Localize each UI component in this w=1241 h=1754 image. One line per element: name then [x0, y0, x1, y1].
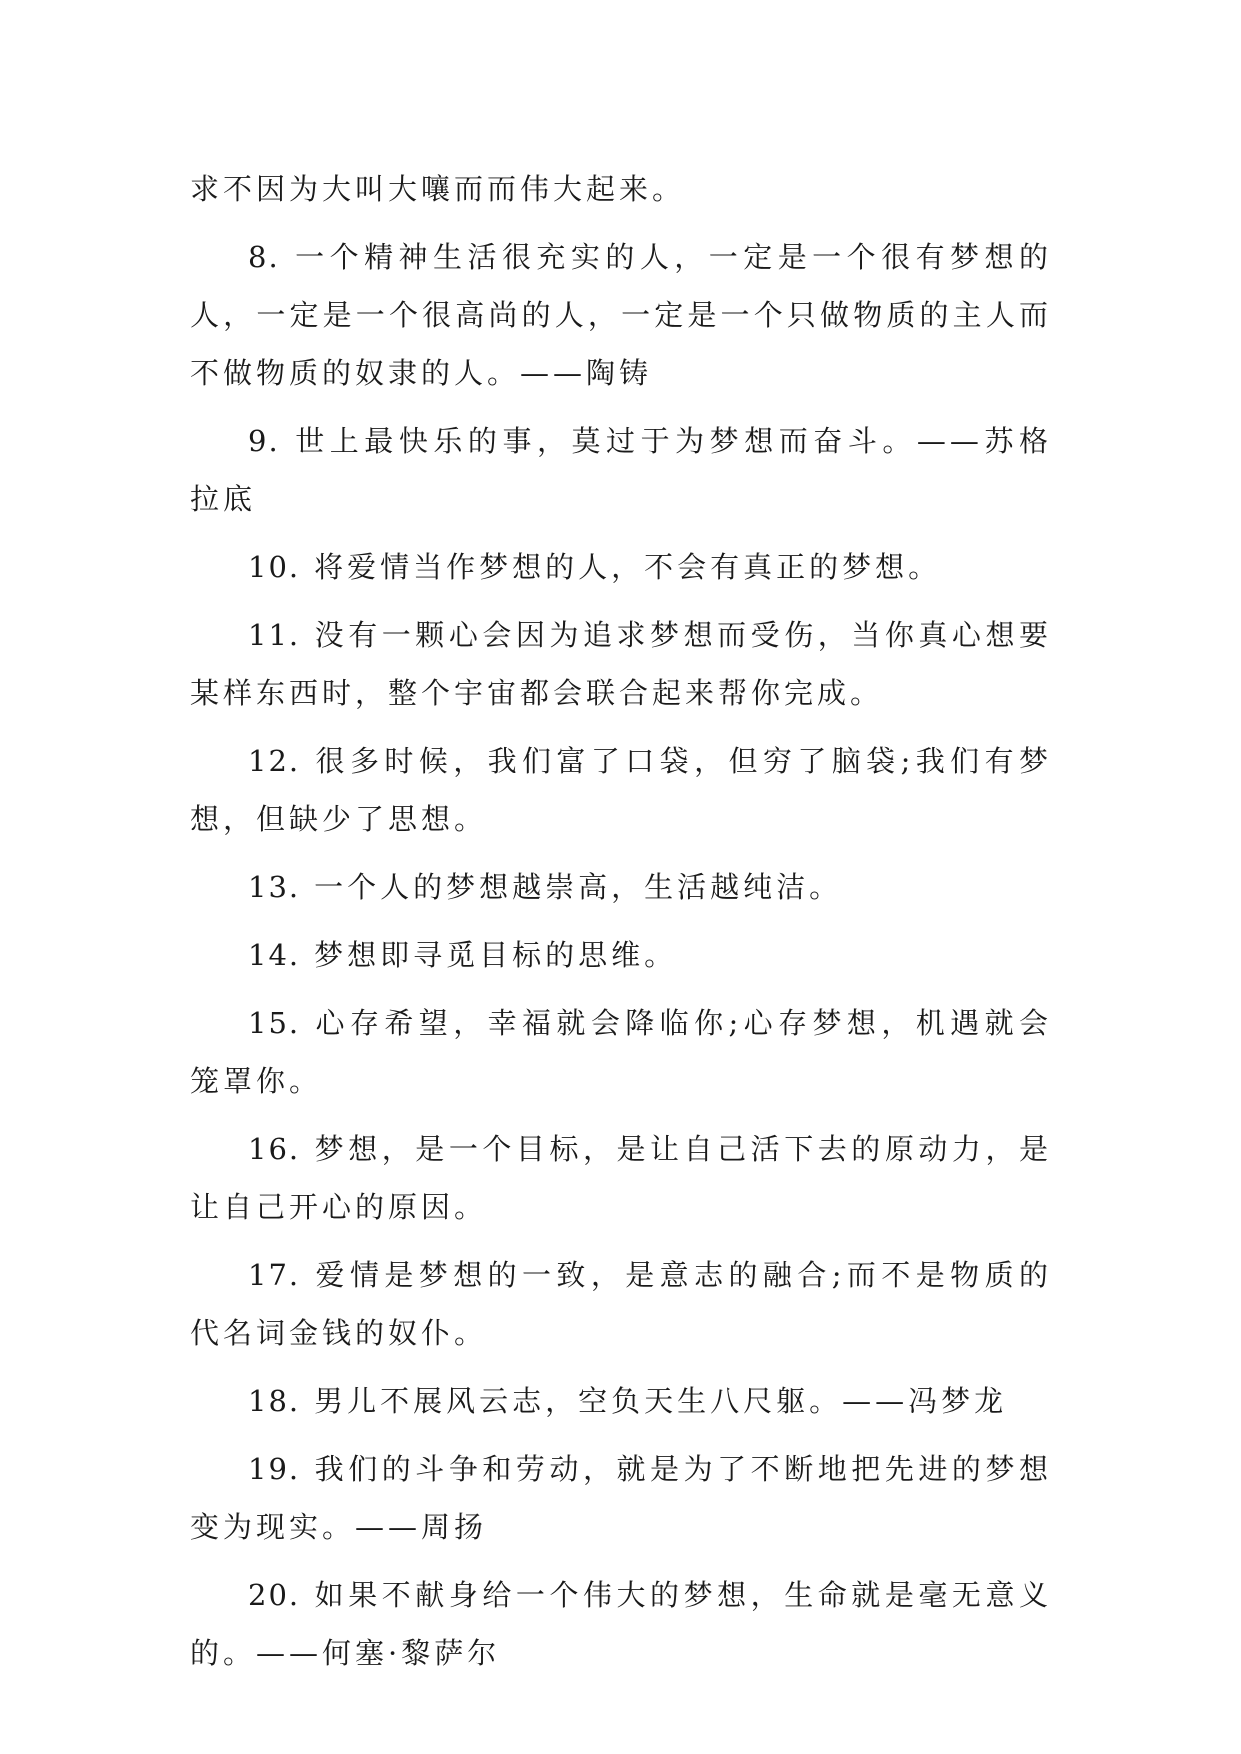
quote-item-18 — [190, 1372, 1052, 1430]
paragraph-text: 没有一颗心会因为追求梦想而受伤，当你真心想要某样东西时，整个宇宙都会联合起来帮你完成。 — [190, 618, 1052, 710]
quote-item-14 — [190, 926, 1052, 984]
item-number: 19. — [248, 1452, 301, 1486]
paragraph-text: 将爱情当作梦想的人，不会有真正的梦想。 — [314, 550, 942, 584]
quote-item-11 — [190, 606, 1052, 722]
paragraph-text: 一个人的梦想越崇高，生活越纯洁。 — [314, 870, 843, 904]
quote-item-12 — [190, 732, 1052, 848]
paragraph-text: 心存希望，幸福就会降临你;心存梦想，机遇就会笼罩你。 — [190, 1006, 1052, 1098]
quote-item-16 — [190, 1120, 1052, 1236]
quote-item-8 — [190, 228, 1052, 402]
item-number: 13. — [248, 870, 301, 904]
paragraph-text: 梦想即寻觅目标的思维。 — [314, 938, 678, 972]
paragraph-text: 梦想，是一个目标，是让自己活下去的原动力，是让自己开心的原因。 — [190, 1132, 1052, 1224]
quote-item-13 — [190, 858, 1052, 916]
item-number: 16. — [248, 1132, 301, 1166]
item-number: 9. — [248, 424, 280, 458]
paragraph-text: 如果不献身给一个伟大的梦想，生命就是毫无意义的。——何塞·黎萨尔 — [190, 1578, 1052, 1670]
item-number: 15. — [248, 1006, 301, 1040]
quote-item-20 — [190, 1566, 1052, 1682]
quote-item-9 — [190, 412, 1052, 528]
paragraph-text: 世上最快乐的事，莫过于为梦想而奋斗。——苏格拉底 — [190, 424, 1052, 516]
item-number: 14. — [248, 938, 301, 972]
quote-item-15 — [190, 994, 1052, 1110]
item-number: 10. — [248, 550, 301, 584]
quote-item-19 — [190, 1440, 1052, 1556]
item-number: 12. — [248, 744, 301, 778]
quote-item-17 — [190, 1246, 1052, 1362]
item-number: 17. — [248, 1258, 301, 1292]
quote-item-10 — [190, 538, 1052, 596]
paragraph-text: 男儿不展风云志，空负天生八尺躯。——冯梦龙 — [314, 1384, 1008, 1418]
paragraph-text: 求不因为大叫大嚷而而伟大起来。 — [190, 172, 686, 206]
document-body — [190, 160, 1052, 1692]
paragraph-text: 一个精神生活很充实的人，一定是一个很有梦想的人，一定是一个很高尚的人，一定是一个只做物质的主人而不做物质的奴隶的人。——陶铸 — [190, 240, 1052, 390]
paragraph-continuation — [190, 160, 1052, 218]
paragraph-text: 我们的斗争和劳动，就是为了不断地把先进的梦想变为现实。——周扬 — [190, 1452, 1052, 1544]
item-number: 8. — [248, 240, 280, 274]
paragraph-text: 爱情是梦想的一致，是意志的融合;而不是物质的代名词金钱的奴仆。 — [190, 1258, 1052, 1350]
item-number: 20. — [248, 1578, 301, 1612]
paragraph-text: 很多时候，我们富了口袋，但穷了脑袋;我们有梦想，但缺少了思想。 — [190, 744, 1052, 836]
item-number: 11. — [248, 618, 301, 652]
item-number: 18. — [248, 1384, 301, 1418]
